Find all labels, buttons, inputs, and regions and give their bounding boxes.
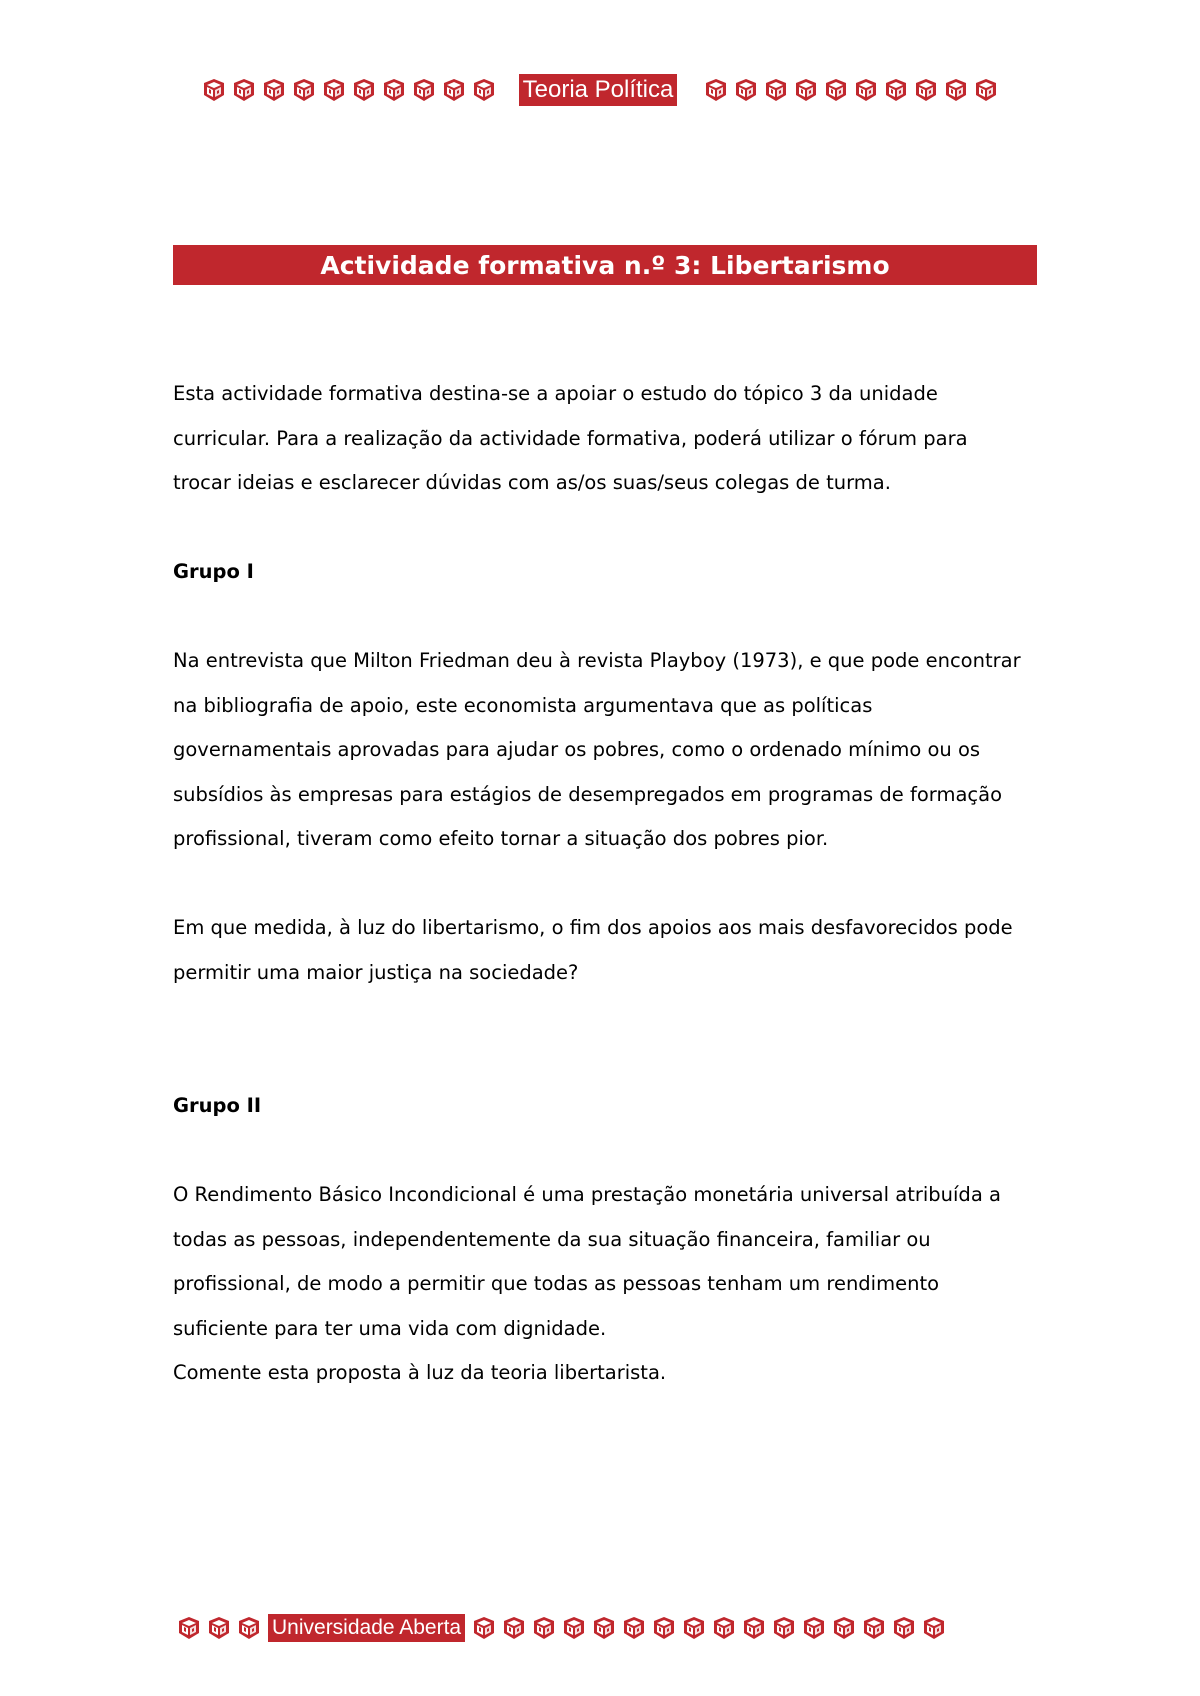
group-2-text-line: profissional, de modo a permitir que todas as pessoas tenham um rendimento: [173, 1272, 940, 1295]
universidade-aberta-logo-icon: [823, 77, 849, 103]
universidade-aberta-logo-icon: [501, 1615, 527, 1641]
universidade-aberta-logo-icon: [176, 1615, 202, 1641]
universidade-aberta-logo-icon: [201, 77, 227, 103]
universidade-aberta-logo-icon: [763, 77, 789, 103]
intro-line: curricular. Para a realização da actividade formativa, poderá utilizar o fórum para: [173, 426, 968, 450]
universidade-aberta-logo-icon: [531, 1615, 557, 1641]
universidade-aberta-logo-icon: [793, 77, 819, 103]
universidade-aberta-logo-icon: [591, 1615, 617, 1641]
universidade-aberta-logo-icon: [703, 77, 729, 103]
activity-title-bar: [173, 245, 1037, 285]
universidade-aberta-logo-icon: [711, 1615, 737, 1641]
document-body: [173, 372, 1053, 1396]
footer-icons-right: [469, 1615, 949, 1641]
header-icons-right: [701, 77, 1001, 103]
header-icons-left: [199, 77, 499, 103]
universidade-aberta-logo-icon: [891, 1615, 917, 1641]
universidade-aberta-logo-icon: [801, 1615, 827, 1641]
group-1-text-line: profissional, tiveram como efeito tornar a situação dos pobres pior.: [173, 827, 829, 850]
intro-line: trocar ideias e esclarecer dúvidas com as/os suas/seus colegas de turma.: [173, 471, 891, 494]
universidade-aberta-logo-icon: [651, 1615, 677, 1641]
universidade-aberta-logo-icon: [883, 77, 909, 103]
page-footer: [174, 1610, 949, 1646]
footer-icons-left: [174, 1615, 264, 1641]
universidade-aberta-logo-icon: [441, 77, 467, 103]
group-2-text-line: O Rendimento Básico Incondicional é uma prestação monetária universal atribuída a: [173, 1183, 1001, 1206]
universidade-aberta-logo-icon: [771, 1615, 797, 1641]
universidade-aberta-logo-icon: [831, 1615, 857, 1641]
group-2-title: Grupo II: [173, 1094, 262, 1117]
header-course-label: Teoria Política: [519, 74, 678, 106]
intro-line: Esta actividade formativa destina-se a apoiar o estudo do tópico 3 da unidade: [173, 382, 938, 405]
group-1-text-line: governamentais aprovadas para ajudar os pobres, como o ordenado mínimo ou os: [173, 738, 981, 761]
group-1-question-line: Em que medida, à luz do libertarismo, o fim dos apoios aos mais desfavorecidos pode: [173, 916, 1013, 939]
page-header: [0, 70, 1200, 110]
universidade-aberta-logo-icon: [621, 1615, 647, 1641]
universidade-aberta-logo-icon: [321, 77, 347, 103]
universidade-aberta-logo-icon: [381, 77, 407, 103]
universidade-aberta-logo-icon: [471, 77, 497, 103]
activity-title: Actividade formativa n.º 3: Libertarismo: [320, 250, 890, 280]
universidade-aberta-logo-icon: [943, 77, 969, 103]
universidade-aberta-logo-icon: [853, 77, 879, 103]
universidade-aberta-logo-icon: [261, 77, 287, 103]
universidade-aberta-logo-icon: [236, 1615, 262, 1641]
group-2-text-line: Comente esta proposta à luz da teoria libertarista.: [173, 1361, 667, 1384]
group-2-text-line: suficiente para ter uma vida com dignidade.: [173, 1316, 607, 1340]
footer-university-label: Universidade Aberta: [268, 1614, 465, 1642]
universidade-aberta-logo-icon: [561, 1615, 587, 1641]
universidade-aberta-logo-icon: [921, 1615, 947, 1641]
universidade-aberta-logo-icon: [741, 1615, 767, 1641]
universidade-aberta-logo-icon: [231, 77, 257, 103]
group-1-question-line: permitir uma maior justiça na sociedade?: [173, 960, 579, 984]
group-1-text-line: subsídios às empresas para estágios de desempregados em programas de formação: [173, 782, 1002, 806]
universidade-aberta-logo-icon: [733, 77, 759, 103]
universidade-aberta-logo-icon: [291, 77, 317, 103]
universidade-aberta-logo-icon: [351, 77, 377, 103]
universidade-aberta-logo-icon: [861, 1615, 887, 1641]
universidade-aberta-logo-icon: [471, 1615, 497, 1641]
group-1-text-line: Na entrevista que Milton Friedman deu à revista Playboy (1973), e que pode encontrar: [173, 649, 1021, 672]
group-1-text-line: na bibliografia de apoio, este economista argumentava que as políticas: [173, 693, 873, 717]
group-2-text-line: todas as pessoas, independentemente da sua situação financeira, familiar ou: [173, 1227, 931, 1251]
group-1-title: Grupo I: [173, 560, 254, 583]
universidade-aberta-logo-icon: [681, 1615, 707, 1641]
universidade-aberta-logo-icon: [411, 77, 437, 103]
universidade-aberta-logo-icon: [913, 77, 939, 103]
universidade-aberta-logo-icon: [206, 1615, 232, 1641]
universidade-aberta-logo-icon: [973, 77, 999, 103]
